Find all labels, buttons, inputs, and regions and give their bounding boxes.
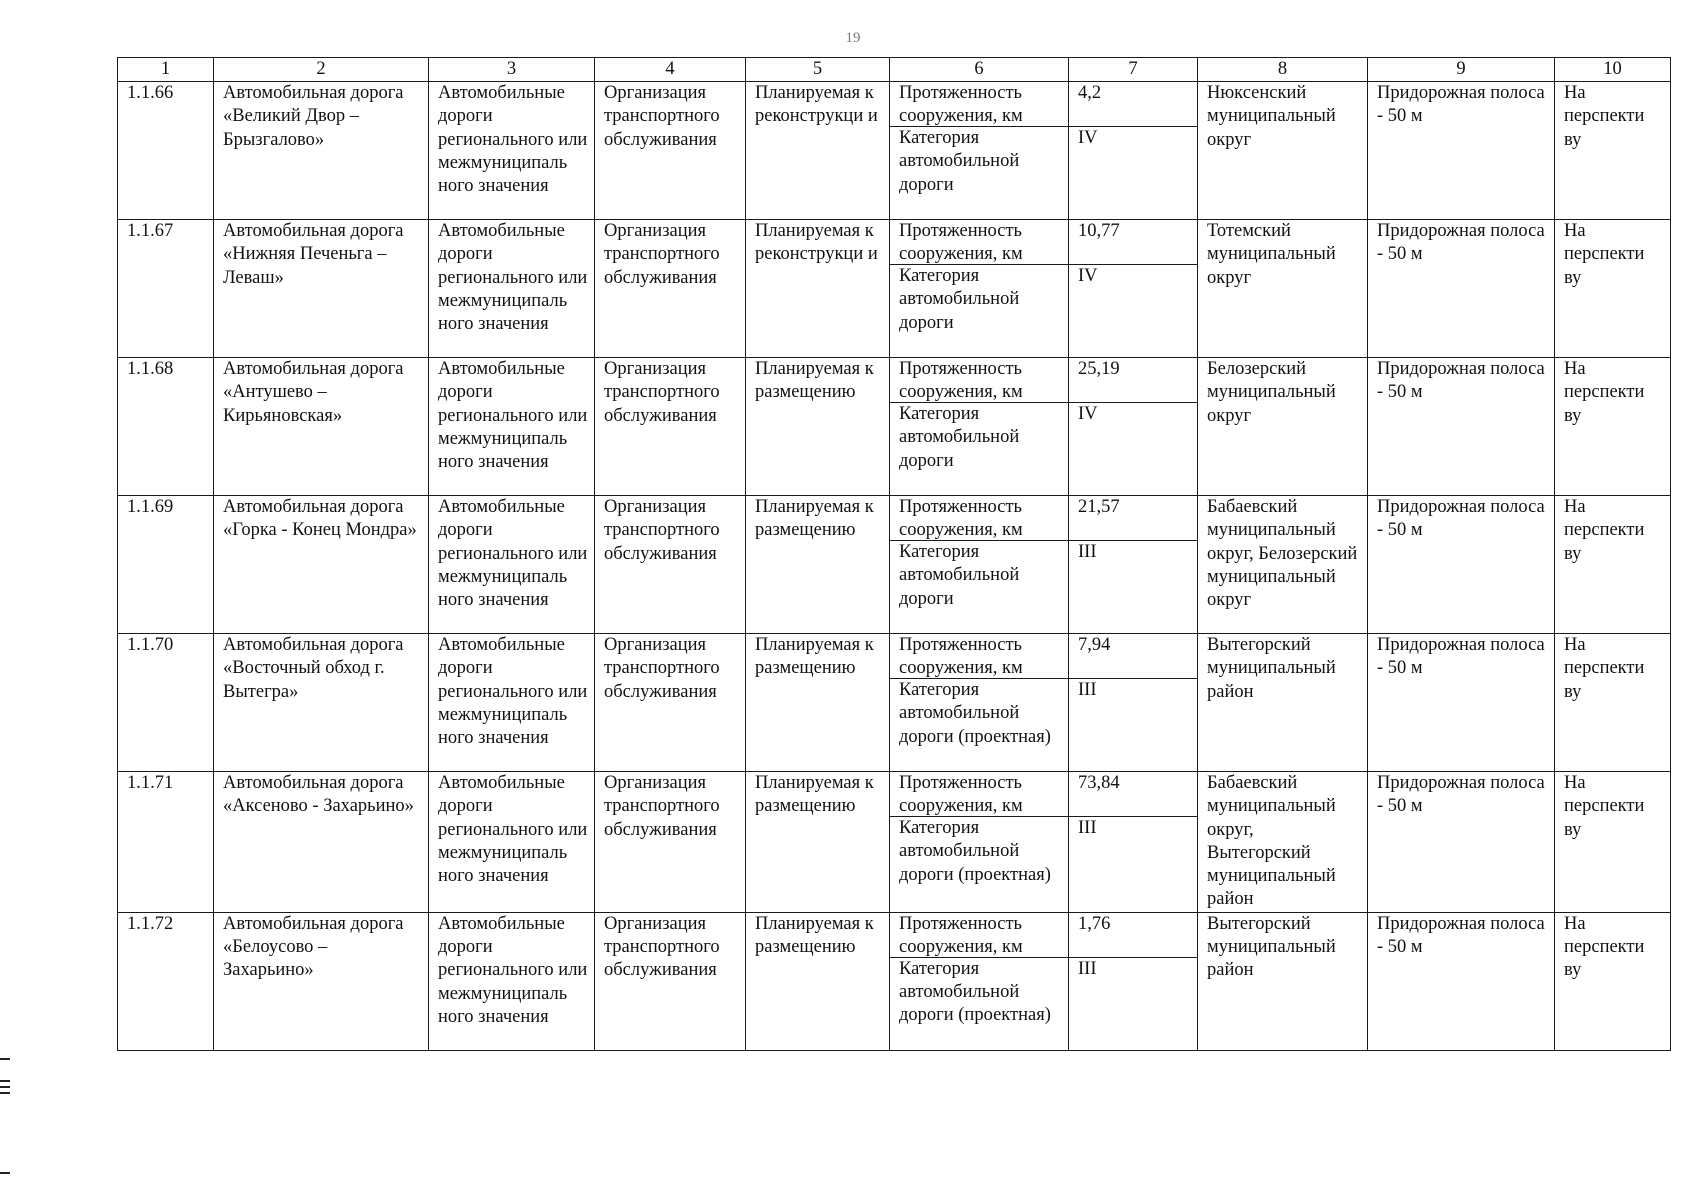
road-objects-table	[117, 57, 1671, 1051]
param-category-value: IV	[1078, 128, 1098, 148]
margin-mark	[0, 1172, 10, 1174]
object-zone: Придорожная полоса - 50 м	[1368, 912, 1555, 1050]
row-id: 1.1.67	[118, 220, 214, 358]
column-header: 3	[429, 58, 595, 82]
object-purpose: Организация транспортного обслуживания	[595, 496, 746, 634]
param-length-label: Протяженность сооружения, км	[890, 358, 1068, 403]
object-status: Планируемая к размещению	[746, 772, 890, 913]
table-row	[118, 358, 1671, 496]
param-length-value: 7,94	[1069, 634, 1197, 679]
table-row	[118, 82, 1671, 220]
column-header: 5	[746, 58, 890, 82]
object-status: Планируемая к размещению	[746, 634, 890, 772]
object-purpose: Организация транспортного обслуживания	[595, 220, 746, 358]
column-header: 8	[1198, 58, 1368, 82]
param-length-label: Протяженность сооружения, км	[890, 220, 1068, 265]
object-type: Автомобильные дороги регионального или межмуниципаль ного значения	[429, 358, 595, 496]
object-location: Бабаевский муниципальный округ, Вытегорский муниципальный район	[1198, 772, 1368, 913]
param-value-cell	[1069, 772, 1198, 913]
param-length-value: 10,77	[1069, 220, 1197, 265]
margin-mark	[0, 1086, 10, 1088]
param-category-label: Категория автомобильной дороги	[899, 266, 1020, 333]
param-length-label: Протяженность сооружения, км	[890, 634, 1068, 679]
param-category-value: III	[1078, 542, 1097, 562]
param-label-cell	[890, 82, 1069, 220]
param-label-cell	[890, 496, 1069, 634]
param-length-value: 73,84	[1069, 772, 1197, 817]
column-header: 4	[595, 58, 746, 82]
object-zone: Придорожная полоса - 50 м	[1368, 220, 1555, 358]
param-value-cell	[1069, 220, 1198, 358]
row-id: 1.1.71	[118, 772, 214, 913]
row-id: 1.1.72	[118, 912, 214, 1050]
param-length-label: Протяженность сооружения, км	[890, 913, 1068, 958]
param-label-cell	[890, 358, 1069, 496]
object-name: Автомобильная дорога «Великий Двор – Брызгалово»	[214, 82, 429, 220]
object-name: Автомобильная дорога «Антушево – Кирьяновская»	[214, 358, 429, 496]
object-status: Планируемая к реконструкци и	[746, 82, 890, 220]
column-header: 10	[1555, 58, 1671, 82]
table-row	[118, 634, 1671, 772]
object-timing: На перспекти ву	[1555, 82, 1671, 220]
param-length-label: Протяженность сооружения, км	[890, 496, 1068, 541]
param-value-cell	[1069, 634, 1198, 772]
param-label-cell	[890, 772, 1069, 913]
margin-mark	[0, 1080, 10, 1082]
object-purpose: Организация транспортного обслуживания	[595, 82, 746, 220]
param-value-cell	[1069, 912, 1198, 1050]
object-type: Автомобильные дороги регионального или межмуниципаль ного значения	[429, 496, 595, 634]
object-location: Бабаевский муниципальный округ, Белозерский муниципальный округ	[1198, 496, 1368, 634]
object-name: Автомобильная дорога «Горка - Конец Мондра»	[214, 496, 429, 634]
param-label-cell	[890, 220, 1069, 358]
object-purpose: Организация транспортного обслуживания	[595, 912, 746, 1050]
object-timing: На перспекти ву	[1555, 220, 1671, 358]
object-type: Автомобильные дороги регионального или межмуниципаль ного значения	[429, 82, 595, 220]
param-category-label: Категория автомобильной дороги (проектная)	[899, 958, 1051, 1026]
object-purpose: Организация транспортного обслуживания	[595, 358, 746, 496]
row-id: 1.1.68	[118, 358, 214, 496]
object-status: Планируемая к размещению	[746, 496, 890, 634]
object-location: Вытегорский муниципальный район	[1198, 912, 1368, 1050]
object-name: Автомобильная дорога «Восточный обход г. Вытегра»	[214, 634, 429, 772]
page-number: 19	[845, 30, 861, 46]
object-purpose: Организация транспортного обслуживания	[595, 634, 746, 772]
param-category-value: III	[1078, 958, 1097, 979]
param-category-label: Категория автомобильной дороги	[899, 542, 1020, 609]
object-location: Белозерский муниципальный округ	[1198, 358, 1368, 496]
column-header: 9	[1368, 58, 1555, 82]
table-row	[118, 772, 1671, 913]
param-label-cell	[890, 634, 1069, 772]
object-type: Автомобильные дороги регионального или межмуниципаль ного значения	[429, 772, 595, 913]
object-location: Нюксенский муниципальный округ	[1198, 82, 1368, 220]
param-value-cell	[1069, 82, 1198, 220]
param-length-label: Протяженность сооружения, км	[890, 82, 1068, 127]
object-zone: Придорожная полоса - 50 м	[1368, 358, 1555, 496]
object-status: Планируемая к размещению	[746, 358, 890, 496]
header-row	[118, 58, 1671, 82]
object-location: Вытегорский муниципальный район	[1198, 634, 1368, 772]
param-category-value: III	[1078, 818, 1097, 838]
param-category-label: Категория автомобильной дороги (проектная)	[899, 818, 1051, 885]
object-location: Тотемский муниципальный округ	[1198, 220, 1368, 358]
param-value-cell	[1069, 496, 1198, 634]
object-timing: На перспекти ву	[1555, 772, 1671, 913]
param-length-value: 25,19	[1069, 358, 1197, 403]
object-type: Автомобильные дороги регионального или межмуниципаль ного значения	[429, 912, 595, 1050]
row-id: 1.1.69	[118, 496, 214, 634]
param-category-label: Категория автомобильной дороги	[899, 404, 1020, 471]
column-header: 1	[118, 58, 214, 82]
object-zone: Придорожная полоса - 50 м	[1368, 772, 1555, 913]
object-timing: На перспекти ву	[1555, 358, 1671, 496]
object-name: Автомобильная дорога «Белоусово – Захарьино»	[214, 912, 429, 1050]
table-row	[118, 220, 1671, 358]
param-category-label: Категория автомобильной дороги (проектная)	[899, 680, 1051, 747]
row-id: 1.1.70	[118, 634, 214, 772]
param-length-value: 1,76	[1069, 913, 1197, 958]
param-label-cell	[890, 912, 1069, 1050]
table-row	[118, 912, 1671, 1050]
object-status: Планируемая к реконструкци и	[746, 220, 890, 358]
object-name: Автомобильная дорога «Нижняя Печеньга – Леваш»	[214, 220, 429, 358]
margin-mark	[0, 1092, 10, 1094]
param-length-value: 21,57	[1069, 496, 1197, 541]
object-name: Автомобильная дорога «Аксеново - Захарьино»	[214, 772, 429, 913]
object-zone: Придорожная полоса - 50 м	[1368, 496, 1555, 634]
margin-mark	[0, 1058, 10, 1060]
param-length-label: Протяженность сооружения, км	[890, 772, 1068, 817]
object-timing: На перспекти ву	[1555, 912, 1671, 1050]
column-header: 7	[1069, 58, 1198, 82]
object-status: Планируемая к размещению	[746, 912, 890, 1050]
object-type: Автомобильные дороги регионального или межмуниципаль ного значения	[429, 220, 595, 358]
object-timing: На перспекти ву	[1555, 496, 1671, 634]
param-category-value: IV	[1078, 404, 1098, 424]
column-header: 2	[214, 58, 429, 82]
param-length-value: 4,2	[1069, 82, 1197, 127]
object-purpose: Организация транспортного обслуживания	[595, 772, 746, 913]
object-timing: На перспекти ву	[1555, 634, 1671, 772]
param-category-value: III	[1078, 680, 1097, 700]
row-id: 1.1.66	[118, 82, 214, 220]
object-type: Автомобильные дороги регионального или межмуниципаль ного значения	[429, 634, 595, 772]
column-header: 6	[890, 58, 1069, 82]
param-category-value: IV	[1078, 266, 1098, 286]
table-row	[118, 496, 1671, 634]
param-value-cell	[1069, 358, 1198, 496]
object-zone: Придорожная полоса - 50 м	[1368, 634, 1555, 772]
param-category-label: Категория автомобильной дороги	[899, 128, 1020, 195]
object-zone: Придорожная полоса - 50 м	[1368, 82, 1555, 220]
